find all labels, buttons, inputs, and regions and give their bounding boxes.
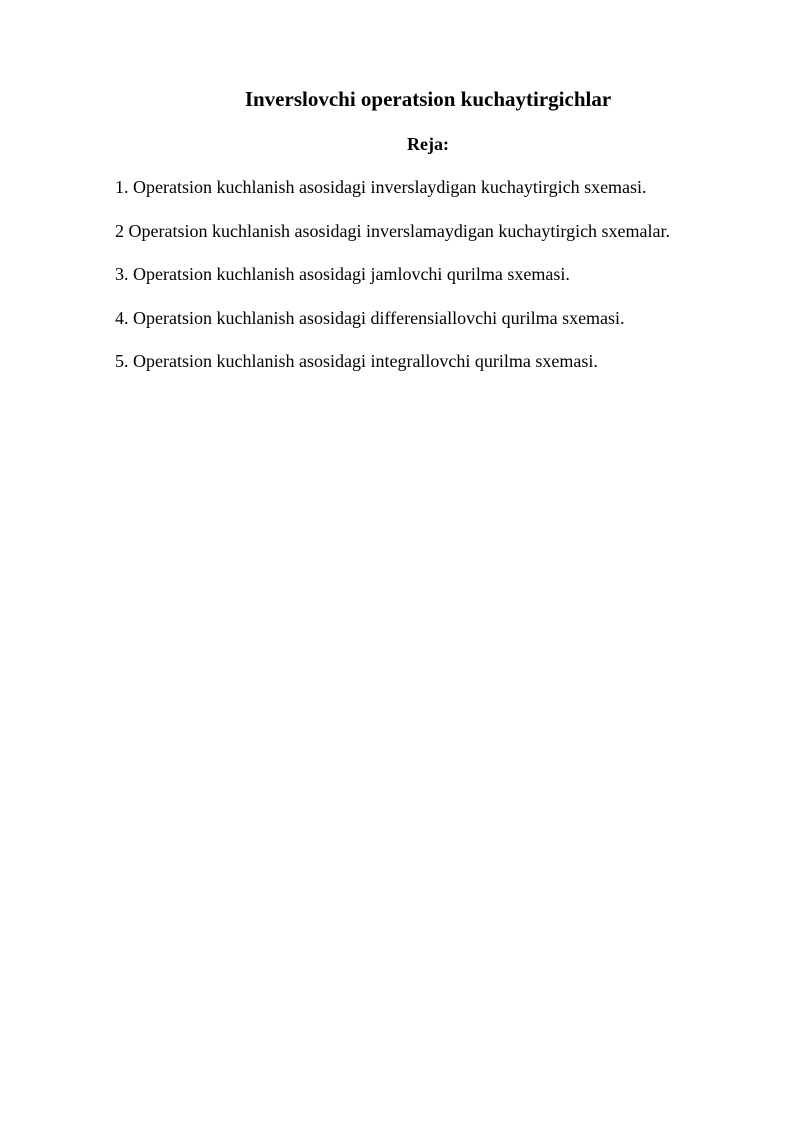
plan-list (115, 176, 755, 394)
document-title: Inverslovchi operatsion kuchaytirgichlar (244, 87, 612, 111)
plan-item-1: 1. Operatsion kuchlanish asosidagi inverslaydigan kuchaytirgich sxemasi. (115, 177, 647, 197)
plan-item-4: 4. Operatsion kuchlanish asosidagi differensiallovchi qurilma sxemasi. (115, 307, 625, 328)
plan-item-3: 3. Operatsion kuchlanish asosidagi jamlovchi qurilma sxemasi. (115, 264, 570, 284)
plan-heading: Reja: (407, 134, 449, 154)
plan-item-5: 5. Operatsion kuchlanish asosidagi integrallovchi qurilma sxemasi. (115, 351, 598, 371)
plan-item-2: 2 Operatsion kuchlanish asosidagi inverslamaydigan kuchaytirgich sxemalar. (115, 220, 671, 241)
